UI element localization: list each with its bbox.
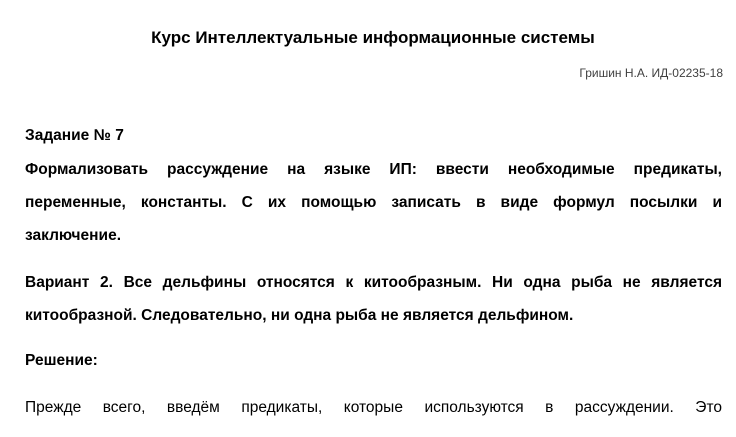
task-statement [25,159,722,247]
task-heading [25,125,722,147]
task-statement-line: переменные, константы. С их помощью записать в виде формул посылки и [25,194,722,211]
task-heading-text: Задание № 7 [25,127,124,144]
solution-line: Прежде всего, введём предикаты, которые используются в рассуждении. Это [25,399,722,416]
solution-text [25,397,722,419]
author-line: Гришин Н.А. ИД-02235-18 [579,66,723,80]
variant-text [25,272,722,327]
variant-line: Вариант 2. Все дельфины относятся к китообразным. Ни одна рыба не является [25,274,722,291]
variant-line: китообразной. Следовательно, ни одна рыба не является дельфином. [25,307,574,324]
solution-heading [25,350,722,372]
task-statement-line: заключение. [25,227,121,244]
course-title: Курс Интеллектуальные информационные системы [151,28,595,47]
task-statement-line: Формализовать рассуждение на языке ИП: ввести необходимые предикаты, [25,161,722,178]
solution-heading-text: Решение: [25,352,98,369]
